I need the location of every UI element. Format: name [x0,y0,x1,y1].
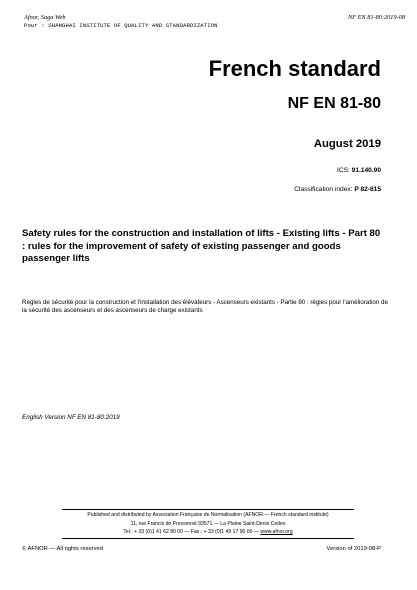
ics-label: ICS: [337,167,352,174]
standard-type-heading: French standard [208,56,381,81]
copyright-notice: © AFNOR — All rights reserved [22,546,103,552]
afnor-website-link[interactable]: www.afnor.org [260,529,293,535]
publisher-line: Published and distributed by Association Française de Normalisation (AFNOR — French standard institute) [87,512,329,518]
ics-value: 91.140.90 [351,167,381,174]
publisher-address: 11, rue Francis de Pressensé 93571 — La Plaine Saint-Denis Cedex [130,520,286,527]
classification-index [294,186,381,193]
classification-label: Classification index: [294,186,355,193]
version-label: Version of 2019-08-P [326,546,381,552]
publisher-phone-fax: Tel.: + 33 (0)1 41 62 80 00 — Fax.: + 33 (0)1 49 17 90 00 — [123,529,261,535]
classification-value: P 82-615 [354,186,381,193]
french-title: Règles de sécurité pour la construction et l'installation des élévateurs - Ascenseurs existants - Partie 80 : règles pour l'amélioration de la sécurité des ascenseurs et des ascenseurs de charge existants [22,299,388,315]
publisher-divider-bottom [62,538,354,539]
header-document-ref: NF EN 81-80:2019-08 [347,14,405,21]
english-title: Safety rules for the construction and installation of lifts - Existing lifts - Part 80 : rules for the improvement of safety of existing passenger and goods passenger lifts [22,228,381,264]
publication-date: August 2019 [313,138,381,150]
publisher-contact [62,528,354,537]
ics-code [337,167,381,174]
english-version-note: English Version NF EN 81-80:2019 [22,414,120,421]
standard-reference: NF EN 81-80 [287,95,381,112]
publisher-divider-top [62,509,354,510]
header-watermark-source: Afnor, Saga Web [24,14,66,21]
header-licensee: Pour : SHANGHAI INSTITUTE OF QUALITY AND STANDARDIZATION [24,22,218,29]
